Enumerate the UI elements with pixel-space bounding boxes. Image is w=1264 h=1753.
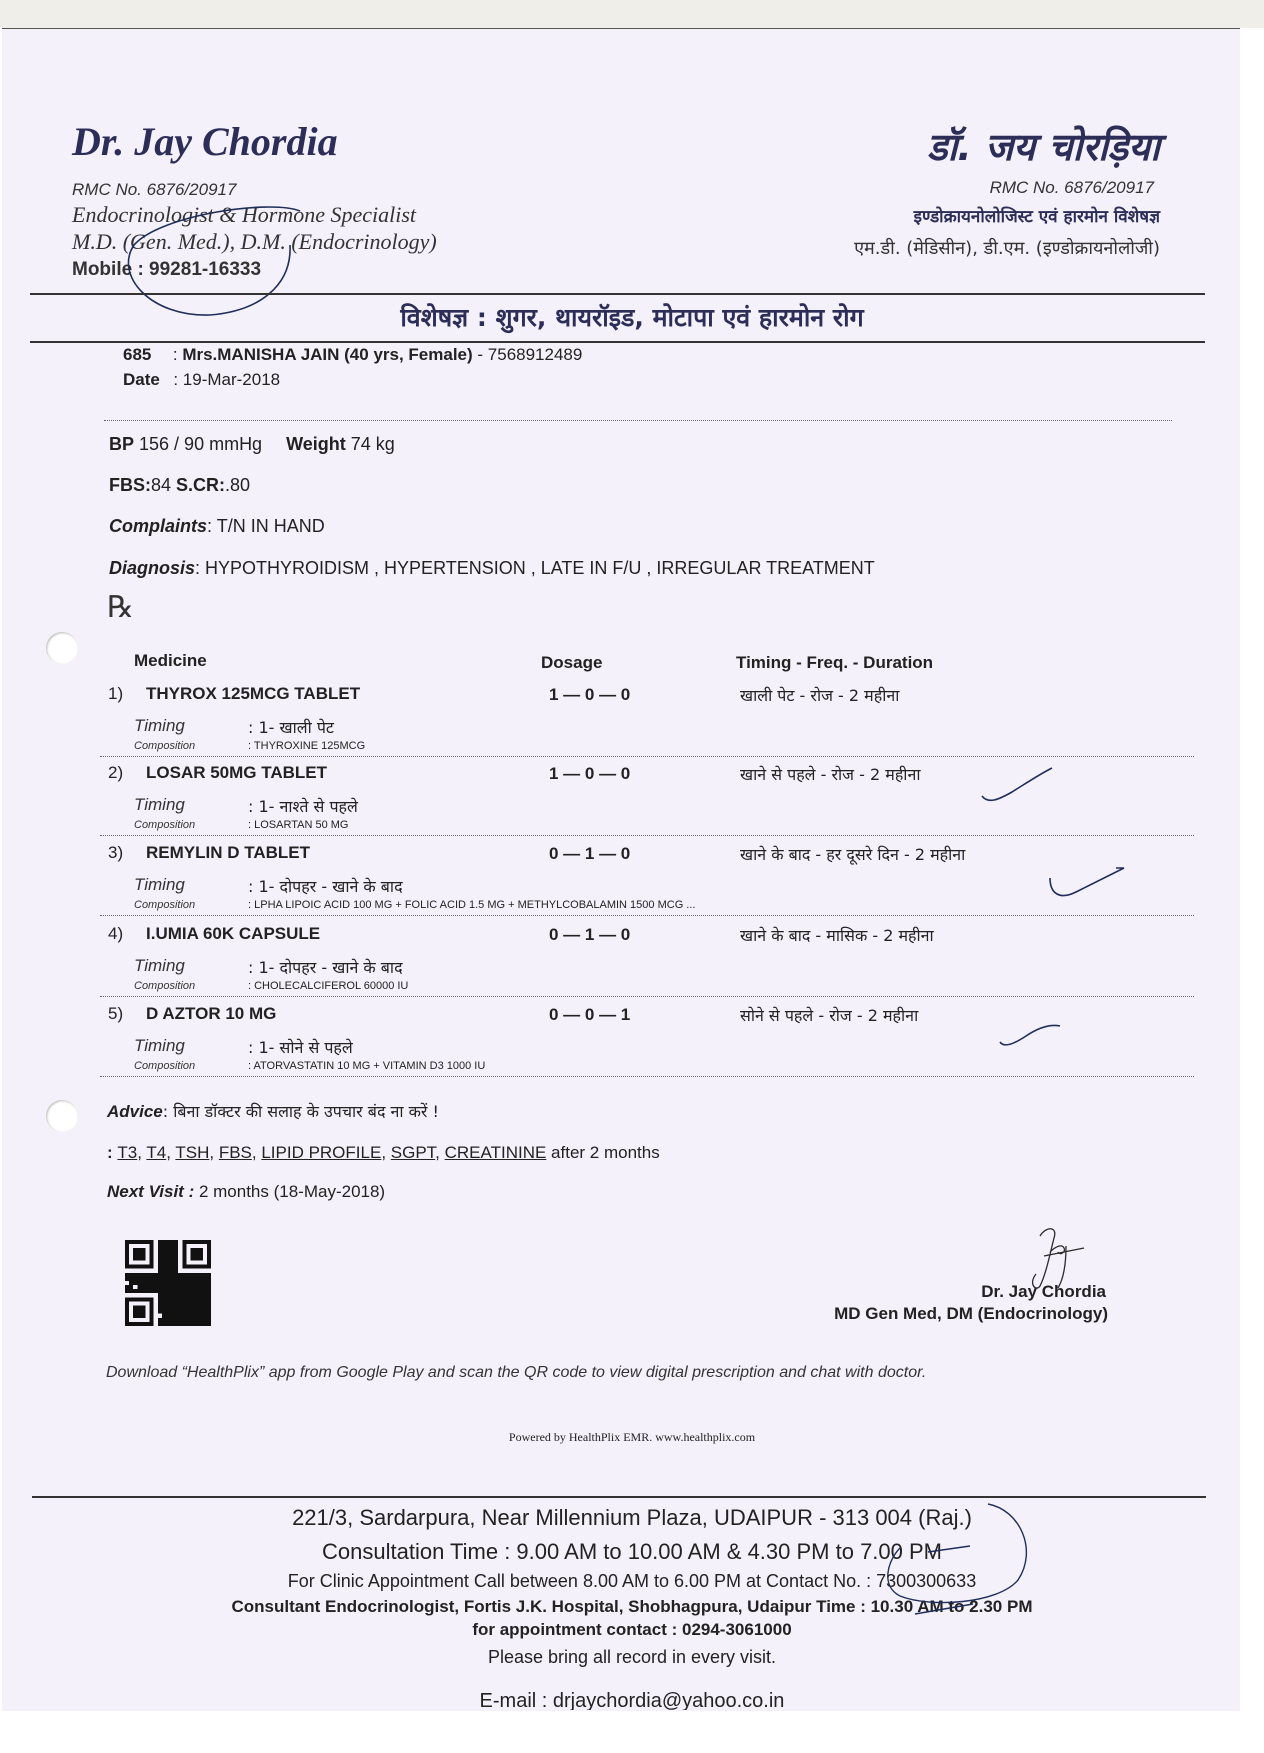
row-divider bbox=[100, 1076, 1194, 1077]
doctor-name: Dr. Jay Chordia bbox=[72, 119, 338, 164]
download-app-note: Download “HealthPlix” app from Google Play and scan the QR code to view digital prescription and chat with doctor. bbox=[106, 1364, 927, 1381]
medicine-timing: : 1- दोपहर - खाने के बाद bbox=[248, 877, 403, 896]
medicine-composition: : ATORVASTATIN 10 MG + VITAMIN D3 1000 IU bbox=[248, 1060, 486, 1072]
visit-date: 19-Mar-2018 bbox=[182, 370, 281, 389]
medicine-timing: : 1- नाश्ते से पहले bbox=[248, 797, 358, 816]
test-items bbox=[117, 1143, 546, 1162]
composition-label: Composition bbox=[134, 819, 196, 831]
complaints-value: : T/N IN HAND bbox=[207, 516, 325, 536]
medicine-name: REMYLIN D TABLET bbox=[146, 843, 311, 862]
test-item: LIPID PROFILE bbox=[261, 1143, 382, 1162]
medicine-composition: : LPHA LIPOIC ACID 100 MG + FOLIC ACID 1.5 MG + METHYLCOBALAMIN 1500 MCG ... bbox=[248, 899, 696, 911]
patient-divider bbox=[104, 420, 1172, 421]
checkmark-icon bbox=[1046, 864, 1136, 914]
advice-line bbox=[107, 1100, 439, 1122]
medicine-name: THYROX 125MCG TABLET bbox=[146, 684, 361, 703]
test-item: CREATININE bbox=[444, 1143, 547, 1162]
patient-phone: - 7568912489 bbox=[472, 345, 583, 364]
medicine-composition: : LOSARTAN 50 MG bbox=[248, 819, 349, 831]
signatory-name: Dr. Jay Chordia bbox=[981, 1282, 1106, 1301]
test-item: FBS bbox=[218, 1143, 252, 1162]
doctor-degrees-hindi: एम.डी. (मेडिसीन), डी.एम. (इण्डोक्रायनोलोजी) bbox=[854, 238, 1160, 259]
diagnosis-label: Diagnosis bbox=[109, 558, 196, 578]
bp-value: 156 / 90 mmHg bbox=[134, 434, 263, 454]
row-divider bbox=[100, 915, 1194, 916]
medicine-name: D AZTOR 10 MG bbox=[146, 1004, 277, 1023]
clinic-address: 221/3, Sardarpura, Near Millennium Plaza, UDAIPUR - 313 004 (Raj.) bbox=[292, 1505, 972, 1530]
doctor-specialty-hindi: इण्डोक्रायनोलोजिस्ट एवं हारमोन विशेषज्ञ bbox=[913, 207, 1160, 227]
scan-background bbox=[0, 0, 1264, 28]
checkmark-icon bbox=[996, 1018, 1086, 1068]
banner-divider bbox=[30, 341, 1205, 343]
timing-label: Timing bbox=[134, 956, 185, 975]
medicine-number: 1) bbox=[108, 684, 124, 703]
test-separator: , bbox=[166, 1143, 176, 1162]
test-separator: , bbox=[137, 1143, 147, 1162]
medicine-number: 5) bbox=[108, 1004, 124, 1023]
test-separator: , bbox=[435, 1143, 445, 1162]
signatory-degrees: MD Gen Med, DM (Endocrinology) bbox=[834, 1304, 1108, 1323]
test-separator: , bbox=[251, 1143, 262, 1162]
pen-strike-mark bbox=[915, 1600, 975, 1620]
advice-text: : बिना डॉक्टर की सलाह के उपचार बंद ना करें ! bbox=[162, 1102, 439, 1121]
checkmark-icon bbox=[978, 760, 1068, 810]
rx-symbol-icon: ℞ bbox=[107, 591, 134, 624]
pen-circle-mark bbox=[870, 1500, 1040, 1610]
medicine-timing: : 1- दोपहर - खाने के बाद bbox=[248, 958, 403, 977]
medicine-composition: : THYROXINE 125MCG bbox=[248, 740, 366, 752]
row-divider bbox=[100, 756, 1194, 757]
composition-label: Composition bbox=[134, 1060, 196, 1072]
fortis-contact: for appointment contact : 0294-3061000 bbox=[472, 1620, 792, 1639]
tests-line bbox=[107, 1143, 660, 1163]
fbs-value: 84 bbox=[151, 475, 172, 495]
patient-name: Mrs.MANISHA JAIN (40 yrs, Female) bbox=[182, 345, 473, 364]
patient-id: 685 bbox=[123, 345, 152, 364]
bp-weight-line bbox=[109, 434, 395, 455]
timing-label: Timing bbox=[134, 716, 185, 735]
doctor-mobile: Mobile : 99281-16333 bbox=[72, 259, 262, 280]
fortis-hospital: Consultant Endocrinologist, Fortis J.K. Hospital, Shobhagpura, Udaipur Time : 10.30 AM to 2.30 PM bbox=[231, 1597, 1033, 1616]
medicine-dosage: 0 — 0 — 1 bbox=[549, 1005, 631, 1024]
doctor-name-hindi: डॉ. जय चोरड़िया bbox=[927, 125, 1160, 169]
powered-by: Powered by HealthPlix EMR. www.healthplix.com bbox=[508, 1430, 756, 1444]
medicine-timing: : 1- सोने से पहले bbox=[248, 1038, 353, 1057]
medicine-frequency: खाने के बाद - हर दूसरे दिन - 2 महीना bbox=[740, 845, 966, 864]
medicine-frequency: खाली पेट - रोज - 2 महीना bbox=[740, 686, 900, 705]
medicine-dosage: 0 — 1 — 0 bbox=[549, 844, 631, 863]
medicine-number: 2) bbox=[108, 763, 124, 782]
labs-line bbox=[109, 475, 250, 496]
test-item: SGPT bbox=[390, 1143, 436, 1162]
medicine-name: LOSAR 50MG TABLET bbox=[146, 763, 328, 782]
date-line bbox=[123, 370, 280, 390]
scr-value: .80 bbox=[225, 475, 251, 495]
medicine-dosage: 0 — 1 — 0 bbox=[549, 925, 631, 944]
advice-label: Advice bbox=[107, 1102, 163, 1121]
date-separator: : bbox=[173, 370, 179, 389]
medicine-timing: : 1- खाली पेट bbox=[248, 718, 334, 737]
test-item: T3 bbox=[117, 1143, 138, 1162]
timing-label: Timing bbox=[134, 795, 185, 814]
next-visit-label: Next Visit : bbox=[107, 1182, 195, 1201]
medicine-number: 4) bbox=[108, 924, 124, 943]
records-note: Please bring all record in every visit. bbox=[487, 1647, 777, 1667]
diagnosis-line bbox=[109, 558, 875, 579]
medicine-name: I.UMIA 60K CAPSULE bbox=[146, 924, 321, 943]
medicine-composition: : CHOLECALCIFEROL 60000 IU bbox=[248, 980, 409, 992]
qr-code[interactable] bbox=[125, 1240, 211, 1326]
tests-prefix: : bbox=[107, 1143, 118, 1162]
composition-label: Composition bbox=[134, 740, 196, 752]
header-divider bbox=[30, 293, 1205, 295]
patient-separator: : bbox=[172, 345, 178, 364]
medicine-frequency: सोने से पहले - रोज - 2 महीना bbox=[740, 1006, 919, 1025]
test-item: T4 bbox=[146, 1143, 167, 1162]
footer-divider bbox=[32, 1496, 1206, 1498]
scr-label: S.CR: bbox=[171, 475, 226, 495]
timing-label: Timing bbox=[134, 1036, 185, 1055]
row-divider bbox=[100, 835, 1194, 836]
rmc-number: RMC No. 6876/20917 bbox=[72, 180, 237, 199]
complaints-label: Complaints bbox=[109, 516, 208, 536]
test-item: TSH bbox=[175, 1143, 210, 1162]
medicine-dosage: 1 — 0 — 0 bbox=[549, 764, 631, 783]
consultation-time: Consultation Time : 9.00 AM to 10.00 AM & 4.30 PM to 7.00 PM bbox=[322, 1539, 942, 1564]
tests-suffix: after 2 months bbox=[546, 1143, 660, 1162]
fbs-label: FBS: bbox=[109, 475, 151, 495]
weight-value: 74 kg bbox=[345, 434, 395, 454]
medicine-dosage: 1 — 0 — 0 bbox=[549, 685, 631, 704]
specialty-banner: विशेषज्ञ : शुगर, थायरॉइड, मोटापा एवं हारमोन रोग bbox=[400, 303, 864, 332]
column-dosage: Dosage bbox=[541, 653, 603, 672]
email[interactable]: E-mail : drjaychordia@yahoo.co.in bbox=[479, 1690, 785, 1710]
medicine-frequency: खाने के बाद - मासिक - 2 महीना bbox=[740, 926, 934, 945]
patient-line bbox=[123, 345, 582, 365]
clinic-appointment: For Clinic Appointment Call between 8.00 AM to 6.00 PM at Contact No. : 7300300633 bbox=[287, 1571, 977, 1591]
punch-hole bbox=[46, 1100, 78, 1132]
test-separator: , bbox=[381, 1143, 391, 1162]
weight-label: Weight bbox=[286, 434, 346, 454]
rmc-number-right: RMC No. 6876/20917 bbox=[989, 178, 1154, 197]
next-visit-value: 2 months (18-May-2018) bbox=[194, 1182, 386, 1201]
composition-label: Composition bbox=[134, 899, 196, 911]
medicine-number: 3) bbox=[108, 843, 124, 862]
row-divider bbox=[100, 996, 1194, 997]
timing-label: Timing bbox=[134, 875, 185, 894]
medicine-frequency: खाने से पहले - रोज - 2 महीना bbox=[740, 765, 921, 784]
next-visit-line bbox=[107, 1182, 385, 1202]
column-timing: Timing - Freq. - Duration bbox=[736, 653, 934, 672]
date-label: Date bbox=[123, 370, 160, 389]
diagnosis-value: : HYPOTHYROIDISM , HYPERTENSION , LATE IN F/U , IRREGULAR TREATMENT bbox=[195, 558, 875, 578]
column-medicine: Medicine bbox=[134, 651, 207, 670]
punch-hole bbox=[46, 632, 78, 664]
doctor-specialty: Endocrinologist & Hormone Specialist bbox=[72, 202, 417, 227]
complaints-line bbox=[109, 516, 325, 537]
bp-label: BP bbox=[109, 434, 135, 454]
test-separator: , bbox=[209, 1143, 219, 1162]
composition-label: Composition bbox=[134, 980, 196, 992]
doctor-degrees: M.D. (Gen. Med.), D.M. (Endocrinology) bbox=[72, 229, 437, 254]
